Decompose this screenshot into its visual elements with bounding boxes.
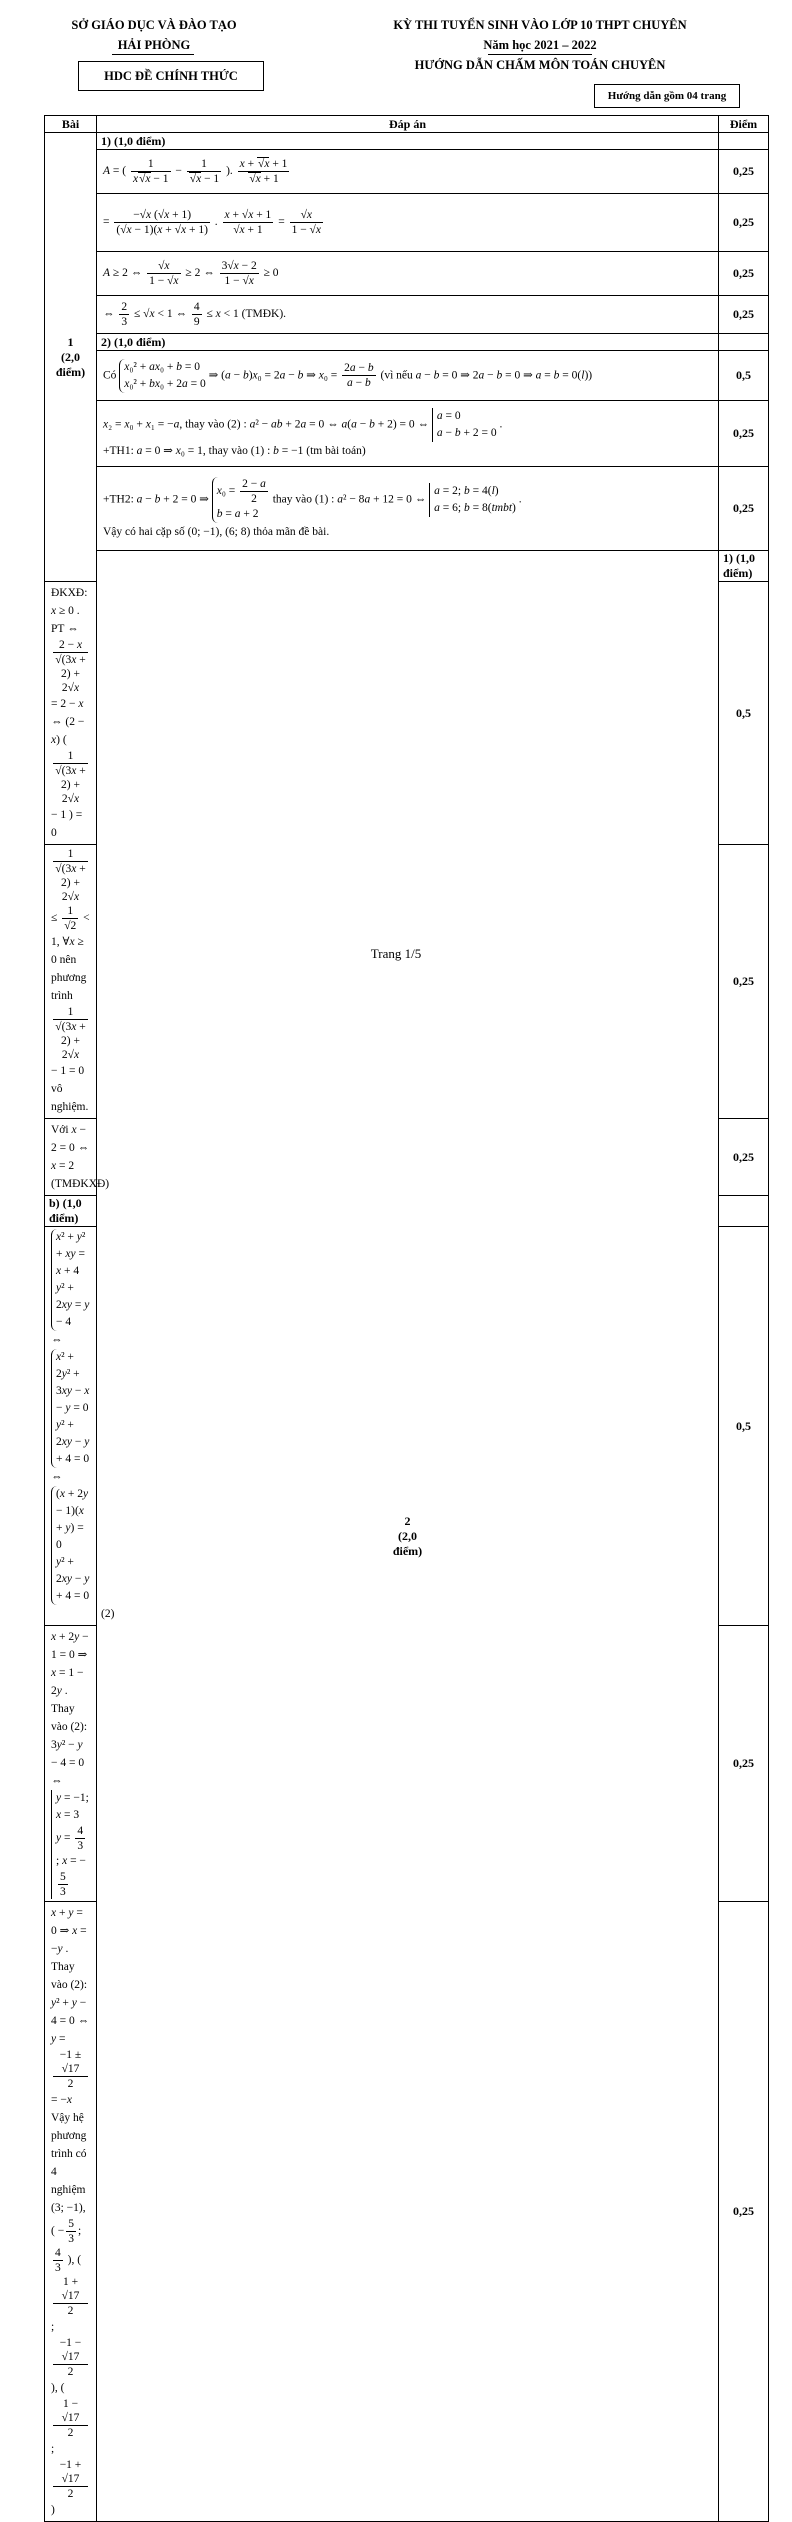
score-8: 0,5	[719, 582, 769, 845]
score-3: 0,25	[719, 252, 769, 296]
score-6: 0,25	[719, 401, 769, 467]
step-2-1-b: $\frac{1}{√(3x + 2) + 2√x}$ ≤ $\frac{1}{√2}$ < 1, ∀x ≥ 0 nên phương trình $\frac{1}{√(3x + 2) + 2√x}$ − 1 = 0 vô nghiệm.	[45, 845, 97, 1119]
section-1-1: 1) (1,0 điểm)	[97, 133, 719, 150]
guide-title: HƯỚNG DẪN CHẤM MÔN TOÁN CHUYÊN	[414, 58, 666, 72]
step-1-1-c: A ≥ 2 ⇔ $\frac{√x}{1 - √x}$ ≥ 2 ⇔ $\frac{3√x - 2}{1 - √x}$ ≥ 0	[97, 252, 719, 296]
official-box: HDC ĐỀ CHÍNH THỨC	[78, 61, 264, 91]
dept-line1: SỞ GIÁO DỤC VÀ ĐÀO TẠO	[71, 18, 237, 32]
col-dapan: Đáp án	[97, 116, 719, 133]
step-1-2-c: +TH2: a − b + 2 = 0 ⇒ x₀ = $\frac{2 - a}{2}$ b = a + 2 thay vào (1) : a² − 8a + 12 = 0 ⇔ a = 2; b = 4(l) a = 6; b = 8(tmbt) . Vậy có hai cặp số (0; −1), (6; 8) thỏa mãn đề bài.	[97, 467, 719, 551]
col-bai: Bài	[45, 116, 97, 133]
score-7: 0,25	[719, 467, 769, 551]
year-underline	[488, 54, 592, 55]
score-13: 0,25	[719, 1902, 769, 2522]
step-1-1-d: ⇔ $\frac{2}{3}$ ≤ √x < 1 ⇔ $\frac{4}{9}$ ≤ x < 1 (TMĐK).	[97, 296, 719, 334]
step-1-2-b: x₂ = x₀ + x₁ = −a, thay vào (2) : a² − ab + 2a = 0 ⇔ a(a − b + 2) = 0 ⇔ a = 0 a − b + 2 = 0 . +TH1: a = 0 ⇒ x₀ = 1, thay vào (1) : b = −1 (tm bài toán)	[97, 401, 719, 467]
score-2: 0,25	[719, 194, 769, 252]
score-12: 0,25	[719, 1626, 769, 1902]
section-2-1: 1) (1,0 điểm)	[719, 551, 769, 582]
score-5: 0,5	[719, 351, 769, 401]
section-2-2: b) (1,0 điểm)	[45, 1196, 97, 1227]
step-1-1-b: = $\frac{-√x (√x + 1)}{(√x - 1)(x + √x + 1)}$ . $\frac{x + √x + 1}{√x + 1}$ = $\frac{√x}{1 - √x}$	[97, 194, 719, 252]
step-2-1-a: ĐKXĐ: x ≥ 0 . PT ⇔ $\frac{2 - x}{√(3x + 2) + 2√x}$ = 2 − x ⇔ (2 − x) ( $\frac{1}{√(3x + 2) + 2√x}$ − 1 ) = 0	[45, 582, 97, 845]
score-11: 0,5	[719, 1227, 769, 1626]
step-1-1-a: A = ( $\frac{1}{x√x - 1}$ − $\frac{1}{√x - 1}$ ). $\frac{x + √x + 1}{√x + 1}$	[97, 150, 719, 194]
bai-2-label: 2 (2,0 điểm)	[97, 551, 719, 2522]
score-9: 0,25	[719, 845, 769, 1119]
step-2-2-c: x + y = 0 ⇒ x = −y . Thay vào (2): y² + y − 4 = 0 ⇔ y = $\frac{-1 \pm √17}{2}$ = −x Vậy hệ phương trình có 4 nghiệm (3; −1), ( − $\frac{5}{3}$ ; $\frac{4}{3}$ ), ( $\frac{1 + √17}{2}$ ; $\frac{-1 - √17}{2}$ ), ( $\frac{1 - √17}{2}$ ; $\frac{-1 + √17}{2}$ )	[45, 1902, 97, 2522]
answer-table	[44, 115, 769, 2522]
dept-underline	[112, 54, 194, 55]
step-2-1-c: Với x − 2 = 0 ⇔ x = 2 (TMĐKXĐ)	[45, 1119, 97, 1196]
exam-title: KỲ THI TUYỂN SINH VÀO LỚP 10 THPT CHUYÊN	[393, 18, 687, 32]
score-4: 0,25	[719, 296, 769, 334]
col-diem: Điểm	[719, 116, 769, 133]
step-2-2-a: x² + y² + xy = x + 4 y² + 2xy = y − 4 ⇔ x² + 2y² + 3xy − x − y = 0 y² + 2xy − y + 4 = 0 ⇔ (x + 2y − 1)(x + y) = 0 y² + 2xy − y + 4 = 0 (2)	[45, 1227, 97, 1626]
score-1: 0,25	[719, 150, 769, 194]
section-1-2: 2) (1,0 điểm)	[97, 334, 719, 351]
exam-year: Năm học 2021 – 2022	[483, 38, 597, 52]
step-1-2-a: Có x₀² + ax₀ + b = 0 x₀² + bx₀ + 2a = 0 ⇒ (a − b)x₀ = 2a − b ⇒ x₀ = $\frac{2a - b}{a - b}$ (vì nếu a − b = 0 ⇒ 2a − b = 0 ⇒ a = b = 0(l))	[97, 351, 719, 401]
dept-line2: HẢI PHÒNG	[117, 38, 191, 52]
page-number: Trang 1/5	[370, 946, 422, 961]
score-10: 0,25	[719, 1119, 769, 1196]
bai-1-label: 1 (2,0 điểm)	[45, 133, 97, 582]
pages-note: Hướng dẫn gồm 04 trang	[594, 84, 740, 108]
step-2-2-b: x + 2y − 1 = 0 ⇒ x = 1 − 2y . Thay vào (2): 3y² − y − 4 = 0 ⇔ y = −1; x = 3 y = $\frac{4}{3}$ ; x = − $\frac{5}{3}$	[45, 1626, 97, 1902]
